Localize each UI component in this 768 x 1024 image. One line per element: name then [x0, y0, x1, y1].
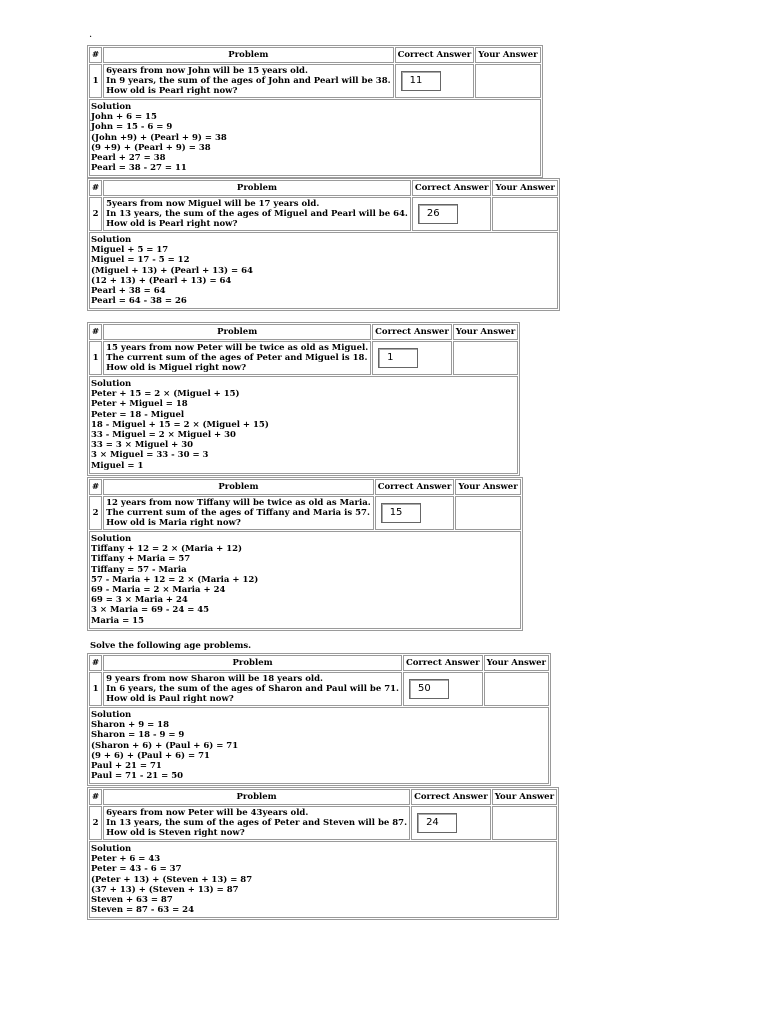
problem-line: In 13 years, the sum of the ages of Miguel and Pearl will be 64. [106, 209, 408, 219]
col-problem-header: Problem [103, 324, 371, 340]
your-answer-cell[interactable] [453, 341, 518, 375]
solution-step: 33 = 3 × Miguel + 30 [91, 440, 194, 451]
problem-table-2 [87, 178, 560, 311]
solution-step: 18 - Miguel + 15 = 2 × (Miguel + 15) [91, 419, 269, 430]
col-yours-header: Your Answer [453, 324, 518, 340]
solution-step: John = 15 - 6 = 9 [91, 122, 173, 133]
your-answer-cell[interactable] [475, 64, 540, 98]
correct-answer-box: 1 [378, 348, 418, 368]
solution-block [89, 531, 521, 629]
solution-title: Solution [91, 534, 132, 544]
col-num-header: # [89, 47, 102, 63]
problem-line: How old is Pearl right now? [106, 86, 238, 96]
solution-step: Peter = 18 - Miguel [91, 409, 185, 420]
problem-line: How old is Pearl right now? [106, 219, 238, 229]
solution-step: 69 = 3 × Maria + 24 [91, 595, 188, 606]
solution-step: Paul = 71 - 21 = 50 [91, 771, 184, 782]
problem-number: 2 [89, 806, 102, 840]
correct-answer-cell [411, 806, 491, 840]
problem-line: How old is Steven right now? [106, 828, 245, 838]
problem-line: The current sum of the ages of Peter and Miguel is 18. [106, 353, 368, 363]
correct-answer-box: 15 [381, 503, 421, 523]
solution-block [89, 99, 541, 176]
problem-number: 1 [89, 672, 102, 706]
col-yours-header: Your Answer [492, 789, 557, 805]
solution-block [89, 707, 549, 784]
solution-step: 3 × Miguel = 33 - 30 = 3 [91, 450, 209, 461]
solution-title: Solution [91, 379, 132, 389]
solution-step: Miguel = 1 [91, 460, 144, 471]
correct-answer-cell [395, 64, 475, 98]
problem-table-4 [87, 477, 523, 631]
solution-step: Pearl = 64 - 38 = 26 [91, 296, 187, 307]
correct-answer-box: 11 [401, 71, 441, 91]
problem-table-5 [87, 653, 551, 786]
solution-step: Sharon + 9 = 18 [91, 720, 169, 731]
problem-text [103, 341, 371, 375]
solution-block [89, 232, 558, 309]
problem-text [103, 496, 374, 530]
solution-step: (Peter + 13) + (Steven + 13) = 87 [91, 874, 253, 885]
solution-step: Tiffany = 57 - Maria [91, 564, 187, 575]
solution-step: Tiffany + Maria = 57 [91, 554, 191, 565]
problem-line: 6years from now John will be 15 years old. [106, 66, 308, 76]
your-answer-cell[interactable] [484, 672, 549, 706]
solution-step: (John +9) + (Pearl + 9) = 38 [91, 132, 227, 143]
col-num-header: # [89, 180, 102, 196]
solution-step: Miguel = 17 - 5 = 12 [91, 255, 190, 266]
instructions-heading: Solve the following age problems. [90, 641, 252, 651]
col-yours-header: Your Answer [492, 180, 557, 196]
solution-step: 33 - Miguel = 2 × Miguel + 30 [91, 430, 236, 441]
col-correct-header: Correct Answer [375, 479, 455, 495]
col-num-header: # [89, 324, 102, 340]
problem-line: In 9 years, the sum of the ages of John and Pearl will be 38. [106, 76, 391, 86]
solution-step: (9 + 6) + (Paul + 6) = 71 [91, 750, 210, 761]
solution-block [89, 841, 557, 918]
col-correct-header: Correct Answer [395, 47, 475, 63]
solution-step: 57 - Maria + 12 = 2 × (Maria + 12) [91, 574, 259, 585]
solution-title: Solution [91, 235, 132, 245]
solution-step: (12 + 13) + (Pearl + 13) = 64 [91, 275, 232, 286]
problem-line: 9 years from now Sharon will be 18 years old. [106, 674, 324, 684]
solution-step: Paul + 21 = 71 [91, 761, 162, 772]
correct-answer-cell [375, 496, 455, 530]
problem-table-3 [87, 322, 520, 476]
problem-line: How old is Maria right now? [106, 518, 241, 528]
problem-line: In 6 years, the sum of the ages of Sharon and Paul will be 71. [106, 684, 399, 694]
col-num-header: # [89, 479, 102, 495]
solution-step: (Miguel + 13) + (Pearl + 13) = 64 [91, 265, 253, 276]
problem-line: 6years from now Peter will be 43years old. [106, 808, 309, 818]
solution-step: Tiffany + 12 = 2 × (Maria + 12) [91, 544, 243, 555]
solution-step: Peter + 15 = 2 × (Miguel + 15) [91, 389, 240, 400]
solution-step: Steven + 63 = 87 [91, 895, 173, 906]
problem-line: How old is Miguel right now? [106, 363, 247, 373]
problem-text [103, 672, 402, 706]
solution-step: Peter + 6 = 43 [91, 854, 161, 865]
solution-step: Pearl + 27 = 38 [91, 153, 166, 164]
col-correct-header: Correct Answer [403, 655, 483, 671]
col-yours-header: Your Answer [475, 47, 540, 63]
problem-line: The current sum of the ages of Tiffany and Maria is 57. [106, 508, 370, 518]
your-answer-cell[interactable] [492, 197, 557, 231]
correct-answer-cell [403, 672, 483, 706]
problem-number: 2 [89, 496, 102, 530]
problem-line: In 13 years, the sum of the ages of Peter and Steven will be 87. [106, 818, 408, 828]
solution-step: Maria = 15 [91, 615, 145, 626]
col-problem-header: Problem [103, 47, 393, 63]
solution-step: Peter + Miguel = 18 [91, 399, 188, 410]
solution-step: Miguel + 5 = 17 [91, 245, 169, 256]
col-yours-header: Your Answer [484, 655, 549, 671]
col-correct-header: Correct Answer [372, 324, 452, 340]
solution-block [89, 376, 518, 474]
correct-answer-box: 24 [417, 813, 457, 833]
col-problem-header: Problem [103, 789, 410, 805]
problem-line: 12 years from now Tiffany will be twice as old as Maria. [106, 498, 371, 508]
col-correct-header: Correct Answer [411, 789, 491, 805]
solution-step: John + 6 = 15 [91, 112, 157, 123]
solution-step: Peter = 43 - 6 = 37 [91, 864, 182, 875]
solution-title: Solution [91, 710, 132, 720]
problem-text [103, 806, 410, 840]
solution-step: Sharon = 18 - 9 = 9 [91, 730, 185, 741]
solution-title: Solution [91, 102, 132, 112]
col-yours-header: Your Answer [455, 479, 520, 495]
problem-number: 1 [89, 64, 102, 98]
solution-step: (37 + 13) + (Steven + 13) = 87 [91, 884, 239, 895]
solution-step: (Sharon + 6) + (Paul + 6) = 71 [91, 740, 239, 751]
solution-step: 3 × Maria = 69 - 24 = 45 [91, 605, 210, 616]
correct-answer-cell [372, 341, 452, 375]
col-problem-header: Problem [103, 180, 411, 196]
col-correct-header: Correct Answer [412, 180, 492, 196]
problem-number: 2 [89, 197, 102, 231]
solution-step: Pearl + 38 = 64 [91, 286, 166, 297]
col-num-header: # [89, 655, 102, 671]
col-problem-header: Problem [103, 479, 374, 495]
problem-line: 5years from now Miguel will be 17 years old. [106, 199, 320, 209]
correct-answer-box: 26 [418, 204, 458, 224]
your-answer-cell[interactable] [492, 806, 557, 840]
problem-table-1 [87, 45, 543, 178]
solution-step: Steven = 87 - 63 = 24 [91, 905, 195, 916]
solution-step: 69 - Maria = 2 × Maria + 24 [91, 585, 226, 596]
problem-line: How old is Paul right now? [106, 694, 234, 704]
problem-table-6 [87, 787, 559, 920]
correct-answer-box: 50 [409, 679, 449, 699]
col-problem-header: Problem [103, 655, 402, 671]
problem-number: 1 [89, 341, 102, 375]
your-answer-cell[interactable] [455, 496, 520, 530]
col-num-header: # [89, 789, 102, 805]
solution-step: Pearl = 38 - 27 = 11 [91, 163, 187, 174]
problem-text [103, 64, 393, 98]
page-bullet: . [89, 29, 93, 40]
problem-text [103, 197, 411, 231]
correct-answer-cell [412, 197, 492, 231]
solution-step: (9 +9) + (Pearl + 9) = 38 [91, 142, 211, 153]
problem-line: 15 years from now Peter will be twice as old as Miguel. [106, 343, 369, 353]
solution-title: Solution [91, 844, 132, 854]
